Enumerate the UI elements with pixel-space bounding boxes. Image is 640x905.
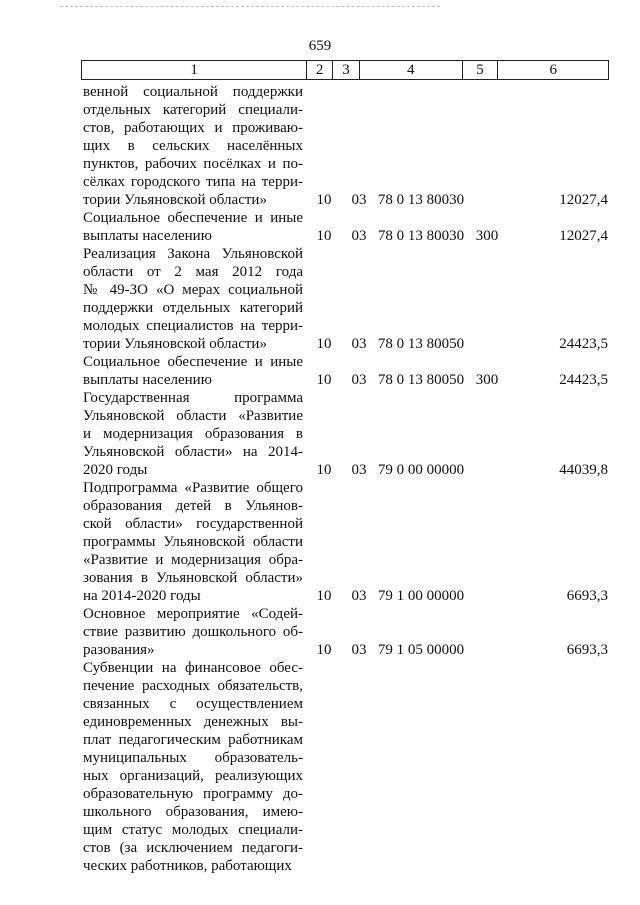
description-line: связанных с осуществлением: [83, 696, 303, 712]
row-expense-type: 300: [475, 228, 499, 244]
table-row: [83, 659, 608, 875]
description-line: на 2014-2020 годы: [83, 588, 201, 604]
description-line: щих в сельских населённых: [83, 138, 303, 154]
row-amount: 24423,5: [559, 372, 608, 388]
table-row: [83, 83, 608, 209]
row-amount: 12027,4: [559, 192, 608, 208]
description-line: тории Ульяновской области»: [83, 336, 267, 352]
description-line: программы Ульяновской области: [83, 534, 303, 550]
row-description: [83, 659, 303, 875]
row-amount: 24423,5: [559, 336, 608, 352]
description-line: сёлках городского типа на терри-: [83, 174, 303, 190]
header-col-4: 4: [360, 61, 463, 79]
description-line: школьного образования, имею-: [83, 804, 303, 820]
row-description: [83, 605, 303, 659]
table-row: [83, 605, 608, 659]
description-line: Социальное обеспечение и иные: [83, 210, 303, 226]
row-amount: 44039,8: [559, 462, 608, 478]
description-line: ствие развитию дошкольного об-: [83, 624, 303, 640]
table-row: [83, 479, 608, 605]
description-line: отдельных категорий специали-: [83, 102, 303, 118]
description-line: выплаты населению: [83, 228, 212, 244]
row-subsection-code: 03: [351, 642, 367, 658]
header-col-6: 6: [549, 61, 557, 78]
row-description: [83, 389, 303, 479]
row-section-code: 10: [316, 462, 332, 478]
row-target-article: 79 0 00 00000: [377, 462, 465, 478]
row-subsection-code: 03: [351, 462, 367, 478]
row-target-article: 78 0 13 80050: [377, 336, 465, 352]
description-line: Государственная программа: [83, 390, 303, 406]
description-line: 2020 годы: [83, 462, 148, 478]
table-row: [83, 245, 608, 353]
description-line: Основное мероприятие «Содей-: [83, 606, 303, 622]
description-line: единовременных денежных вы-: [83, 714, 303, 730]
description-line: Социальное обеспечение и иные: [83, 354, 303, 370]
page-number: 659: [308, 38, 332, 54]
row-description: [83, 245, 303, 353]
description-line: Ульяновской области» на 2014-: [83, 444, 303, 460]
description-line: № 49-ЗО «О мерах социальной: [83, 282, 303, 298]
row-amount: 12027,4: [559, 228, 608, 244]
row-section-code: 10: [316, 642, 332, 658]
description-line: образования детей в Ульянов-: [83, 498, 303, 514]
header-col-1: 1: [82, 61, 307, 79]
row-target-article: 78 0 13 80030: [377, 228, 465, 244]
description-line: стов, работающих и проживаю-: [83, 120, 303, 136]
row-section-code: 10: [316, 228, 332, 244]
row-target-article: 78 0 13 80050: [377, 372, 465, 388]
row-target-article: 79 1 00 00000: [377, 588, 465, 604]
description-line: щим статус молодых специали-: [83, 822, 303, 838]
description-line: разования»: [83, 642, 155, 658]
description-line: Субвенции на финансовое обес-: [83, 660, 303, 676]
description-line: пунктов, рабочих посёлках и по-: [83, 156, 303, 172]
row-subsection-code: 03: [351, 228, 367, 244]
header-col-3: 3: [333, 61, 360, 79]
description-line: «Развитие и модернизация обра-: [83, 552, 303, 568]
row-subsection-code: 03: [351, 192, 367, 208]
scan-artifact: [60, 6, 440, 9]
row-description: [83, 209, 303, 245]
description-line: поддержки отдельных категорий: [83, 300, 303, 316]
description-line: Подпрограмма «Развитие общего: [83, 480, 303, 496]
row-expense-type: 300: [475, 372, 499, 388]
row-amount: 6693,3: [566, 588, 608, 604]
header-col-2: 2: [307, 61, 333, 79]
row-description: [83, 479, 303, 605]
row-target-article: 79 1 05 00000: [377, 642, 465, 658]
table-row: [83, 209, 608, 245]
description-line: области от 2 мая 2012 года: [83, 264, 303, 280]
row-subsection-code: 03: [351, 372, 367, 388]
table-row: [83, 389, 608, 479]
description-line: муниципальных образователь-: [83, 750, 303, 766]
table-row: [83, 353, 608, 389]
row-section-code: 10: [316, 588, 332, 604]
row-section-code: 10: [316, 192, 332, 208]
table-body: [83, 83, 608, 875]
row-subsection-code: 03: [351, 588, 367, 604]
description-line: образовательную программу до-: [83, 786, 303, 802]
row-section-code: 10: [316, 336, 332, 352]
description-line: плат педагогическим работникам: [83, 732, 303, 748]
row-subsection-code: 03: [351, 336, 367, 352]
table-header: [81, 60, 609, 80]
description-line: выплаты населению: [83, 372, 212, 388]
description-line: ческих работников, работающих: [83, 858, 292, 874]
description-line: Ульяновской области «Развитие: [83, 408, 303, 424]
row-amount: 6693,3: [566, 642, 608, 658]
description-line: стов (за исключением педагоги-: [83, 840, 303, 856]
description-line: ской области» государственной: [83, 516, 303, 532]
description-line: венной социальной поддержки: [83, 84, 303, 100]
row-target-article: 78 0 13 80030: [377, 192, 465, 208]
description-line: зования в Ульяновской области»: [83, 570, 303, 586]
description-line: Реализация Закона Ульяновской: [83, 246, 303, 262]
description-line: и модернизация образования в: [83, 426, 303, 442]
description-line: печение расходных обязательств,: [83, 678, 303, 694]
row-section-code: 10: [316, 372, 332, 388]
row-description: [83, 353, 303, 389]
row-description: [83, 83, 303, 209]
description-line: тории Ульяновской области»: [83, 192, 267, 208]
description-line: ных организаций, реализующих: [83, 768, 303, 784]
header-col-5: 5: [463, 61, 499, 79]
description-line: молодых специалистов на терри-: [83, 318, 303, 334]
